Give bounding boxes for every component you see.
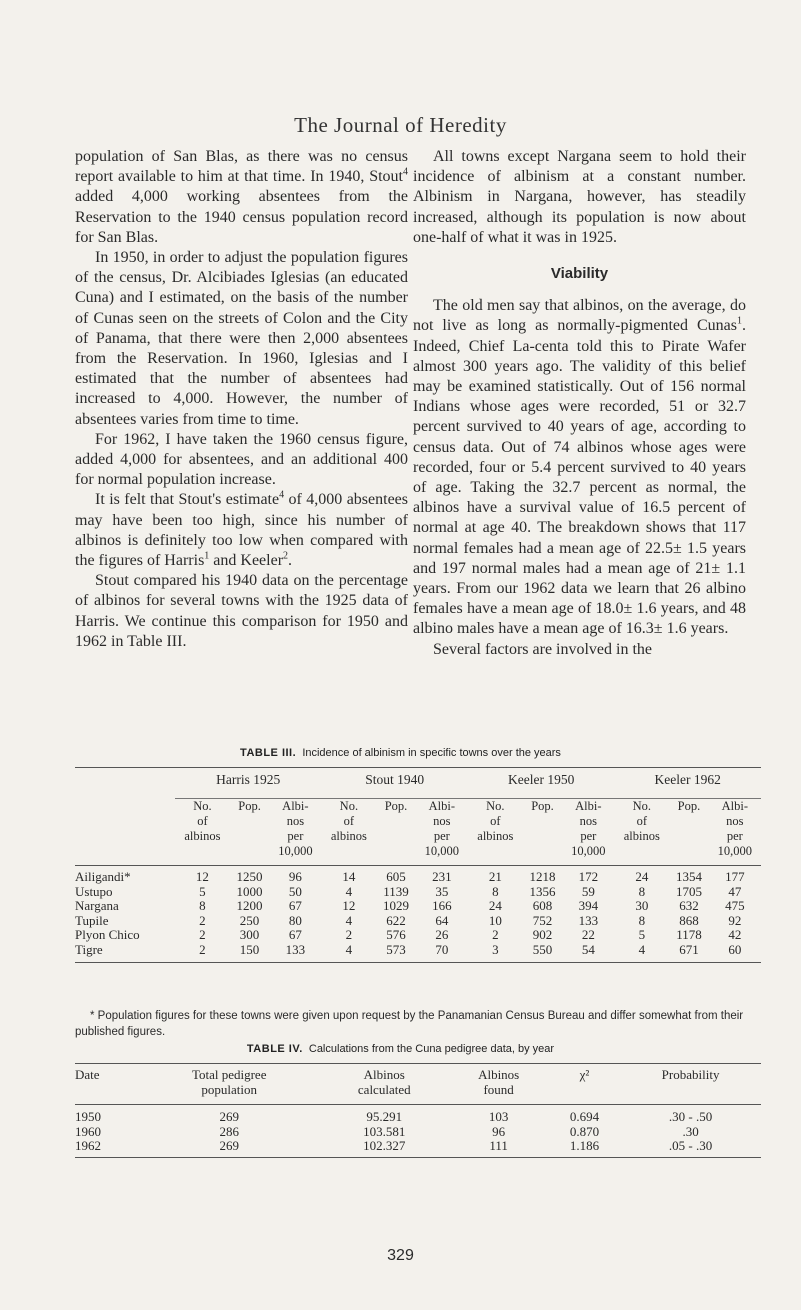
table-cell: 1139	[383, 883, 409, 899]
table-cell: 102.327	[363, 1138, 406, 1154]
table-cell: 5	[199, 883, 206, 899]
table-cell: 3	[492, 941, 499, 957]
paragraph: In 1950, in order to adjust the population figures of the census, Dr. Alcibiades Iglesias (an educated Cuna) and I estimated, on the basis of the number of Cunas seen on the streets of Colon and the City of Panama, that there were then 2,000 absentees from the Reservation. In 1960, Iglesias and I estimated that the number of absentees had increased to 4,000. However, the number of absentees varies from time to time.	[75, 249, 408, 428]
table-cell: 4	[345, 912, 353, 928]
town-cell: Tigre	[75, 941, 103, 957]
table-cell: 172	[578, 869, 599, 884]
table3-subheader-pop: Pop.	[523, 799, 562, 866]
table-cell: 0.870	[569, 1123, 600, 1139]
table-cell: 95.291	[366, 1109, 403, 1124]
table-cell: 42	[728, 927, 742, 943]
table3-corner	[75, 799, 175, 866]
table-cell: 1960	[75, 1123, 101, 1139]
table-cell: 1950	[75, 1109, 101, 1124]
table4-caption: TABLE IV. Calculations from the Cuna pedigree data, by year	[246, 1043, 555, 1055]
table-cell: 1029	[383, 898, 410, 914]
table-cell: 133	[578, 912, 599, 928]
table-cell: .30	[682, 1123, 699, 1139]
table-cell: 1000	[236, 883, 263, 899]
table-cell: 12	[195, 869, 209, 884]
table-cell: 1250	[236, 869, 263, 884]
table-cell: 2	[199, 912, 206, 928]
table-cell: 286	[219, 1123, 239, 1139]
table-cell: 1.186	[569, 1138, 600, 1154]
table-row	[75, 1105, 761, 1125]
table-cell: 550	[532, 941, 553, 957]
table-cell: 1962	[75, 1138, 101, 1154]
table3-group-header: Keeler 1962	[614, 768, 761, 799]
table-cell: 622	[386, 912, 406, 928]
paragraph: The old men say that albinos, on the average, do not live as long as normally-pigmented Cunas$^1$. Indeed, Chief La-centa told this to Pirate Wafer almost 300 years ago. The validity of this belief may be examined statistically. Out of 156 normal Indians whose ages were recorded, 51 or 32.7 percent survived to 40 years of age, according to census data. Out of 74 albinos whose ages were recorded, four or 5.4 percent survived to 40 years of age. Taking the 32.7 percent as normal, the albinos have a survival value of 16.5 percent of normal at age 40. The breakdown shows that 117 normal females had a mean age of 22.5± 1.5 years and 197 normal males had a mean age of 21± 1.1 years. From our 1962 data we learn that 26 albino females have a mean age of 18.0± 1.6 years, and 48 albino males have a mean age of 16.3± 1.6 years.	[413, 297, 746, 638]
table-cell: 1178	[676, 927, 702, 943]
table-cell: 24	[635, 869, 649, 884]
town-cell: Tupile	[75, 912, 109, 928]
left-column	[75, 147, 408, 652]
table-cell: 177	[725, 869, 745, 884]
table-cell: 1705	[675, 883, 702, 899]
table-cell: 24	[488, 898, 502, 914]
table-cell: 394	[578, 898, 599, 914]
table-cell: 50	[288, 883, 302, 899]
table-cell: 752	[532, 912, 553, 928]
table3-subheader-rate: Albi- nos per 10,000	[709, 799, 761, 866]
table-cell: 2	[199, 927, 206, 943]
table-row	[75, 899, 761, 914]
table-cell: 269	[219, 1109, 239, 1124]
table3-footnote: * Population figures for these towns were given upon request by the Panamanian Census Bureau and differ somewhat from their published figures.	[75, 1010, 744, 1038]
table3-subheader-pop: Pop.	[376, 799, 415, 866]
table-cell: 12	[342, 898, 356, 914]
table-cell: 64	[435, 912, 449, 928]
table-row	[75, 943, 761, 962]
table-row	[75, 885, 761, 900]
table-row	[75, 914, 761, 929]
table-cell: 54	[581, 941, 595, 957]
table-cell: 8	[638, 883, 646, 899]
table3-subheader-count: No. of albinos	[614, 799, 669, 866]
table-cell: 2	[492, 927, 499, 943]
table-cell: 67	[288, 898, 302, 914]
table-cell: 8	[199, 898, 206, 914]
right-column	[413, 147, 746, 660]
table-cell: 1356	[529, 883, 556, 899]
paragraph: Several factors are involved in the	[433, 640, 653, 658]
paragraph: It is felt that Stout's estimate$^4$ of 4,000 absentees may have been too high, since his number of albinos is definitely too low when compared with the figures of Harris$^1$ and Keeler$^2$.	[75, 490, 408, 570]
table3-subheader-rate: Albi- nos per 10,000	[269, 799, 321, 866]
running-header: The Journal of Heredity	[294, 113, 507, 137]
table-cell: 573	[386, 941, 406, 957]
town-cell: Ailigandi*	[75, 869, 131, 884]
table4-header: Total pedigree population	[138, 1064, 320, 1105]
table-cell: 30	[635, 898, 649, 914]
table-cell: 8	[638, 912, 646, 928]
table-cell: 21	[488, 869, 502, 884]
table3-group-header: Stout 1940	[321, 768, 467, 799]
table-cell: 4	[638, 941, 646, 957]
table-cell: 80	[288, 912, 302, 928]
table-cell: 2	[345, 927, 353, 943]
table-cell: 576	[386, 927, 406, 943]
page-number: 329	[387, 1247, 414, 1264]
table-cell: 671	[679, 941, 699, 957]
table-cell: 92	[728, 912, 742, 928]
table-cell: 133	[285, 941, 306, 957]
town-cell: Nargana	[75, 898, 119, 914]
table-cell: 0.694	[569, 1109, 600, 1124]
table3-caption: TABLE III. Incidence of albinism in specific towns over the years	[240, 747, 561, 759]
table-cell: 67	[288, 927, 302, 943]
paragraph: All towns except Nargana seem to hold their incidence of albinism at a constant number. Albinism in Nargana, however, has steadily increased, although its population is now about one-half of what it was in 1925.	[413, 148, 746, 246]
table3-subheader-count: No. of albinos	[468, 799, 523, 866]
table4-header: Albinos found	[448, 1064, 548, 1105]
paragraph: For 1962, I have taken the 1960 census figure, added 4,000 for absentees, and an additional 400 for normal population increase.	[75, 430, 408, 489]
table4-header: Probability	[620, 1064, 761, 1105]
table-row	[75, 1139, 761, 1157]
table3-subheader-pop: Pop.	[230, 799, 269, 866]
table4-header: Date	[75, 1064, 138, 1105]
table-cell: 103.581	[363, 1123, 406, 1139]
table-cell: 231	[432, 869, 452, 884]
table-cell: .05 - .30	[668, 1138, 713, 1154]
table3-subheader-count: No. of albinos	[175, 799, 230, 866]
table-cell: 269	[219, 1138, 239, 1154]
paragraph: Stout compared his 1940 data on the percentage of albinos for several towns with the 1925 data of Harris. We continue this comparison for 1950 and 1962 in Table III.	[75, 572, 408, 650]
table3-subheader-count: No. of albinos	[321, 799, 376, 866]
table-cell: 35	[435, 883, 449, 899]
table-cell: 150	[239, 941, 260, 957]
table-cell: 26	[435, 927, 449, 943]
table-cell: 4	[345, 883, 353, 899]
table-cell: 96	[288, 869, 302, 884]
table-cell: 47	[728, 883, 742, 899]
table-cell: 70	[435, 941, 449, 957]
table-cell: 166	[432, 898, 452, 914]
section-heading: Viability	[550, 265, 609, 283]
table-cell: 605	[386, 869, 406, 884]
town-cell: Plyon Chico	[75, 927, 140, 943]
table4-header: Albinos calculated	[320, 1064, 448, 1105]
table4	[75, 1063, 761, 1158]
table-cell: 10	[488, 912, 502, 928]
table-cell: 632	[679, 898, 699, 914]
table-cell: 250	[239, 912, 260, 928]
table3-subheader-rate: Albi- nos per 10,000	[416, 799, 468, 866]
table-cell: 14	[342, 869, 356, 884]
table-row	[75, 928, 761, 943]
table-cell: 59	[581, 883, 595, 899]
table-cell: 608	[532, 898, 553, 914]
table-cell: 2	[199, 941, 206, 957]
table-cell: 60	[728, 941, 742, 957]
table-cell: 4	[345, 941, 353, 957]
table-cell: 22	[581, 927, 595, 943]
table3-subheader-rate: Albi- nos per 10,000	[562, 799, 614, 866]
table4-header: χ²	[549, 1064, 620, 1105]
table-cell: 111	[489, 1138, 508, 1154]
table-cell: 96	[492, 1123, 506, 1139]
table-cell: 1218	[529, 869, 556, 884]
table3-group-header: Harris 1925	[175, 768, 321, 799]
table-cell: 1200	[236, 898, 263, 914]
table-cell: 868	[679, 912, 699, 928]
table-row	[75, 866, 761, 885]
table-cell: 103	[488, 1109, 509, 1124]
town-cell: Ustupo	[75, 883, 113, 899]
table-cell: .30 - .50	[668, 1109, 713, 1124]
table-row	[75, 1125, 761, 1140]
table-cell: 1354	[675, 869, 702, 884]
table-cell: 300	[239, 927, 260, 943]
table-cell: 902	[532, 927, 553, 943]
table3	[75, 767, 761, 963]
table-cell: 5	[638, 927, 646, 943]
table3-subheader-pop: Pop.	[669, 799, 708, 866]
table-cell: 475	[725, 898, 745, 914]
table-cell: 8	[492, 883, 499, 899]
paragraph: population of San Blas, as there was no census report available to him at that time. In 1940, Stout$^4$ added 4,000 working absentees from the Reservation to the 1940 census population record for San Blas.	[75, 148, 408, 246]
table3-group-header: Keeler 1950	[468, 768, 614, 799]
